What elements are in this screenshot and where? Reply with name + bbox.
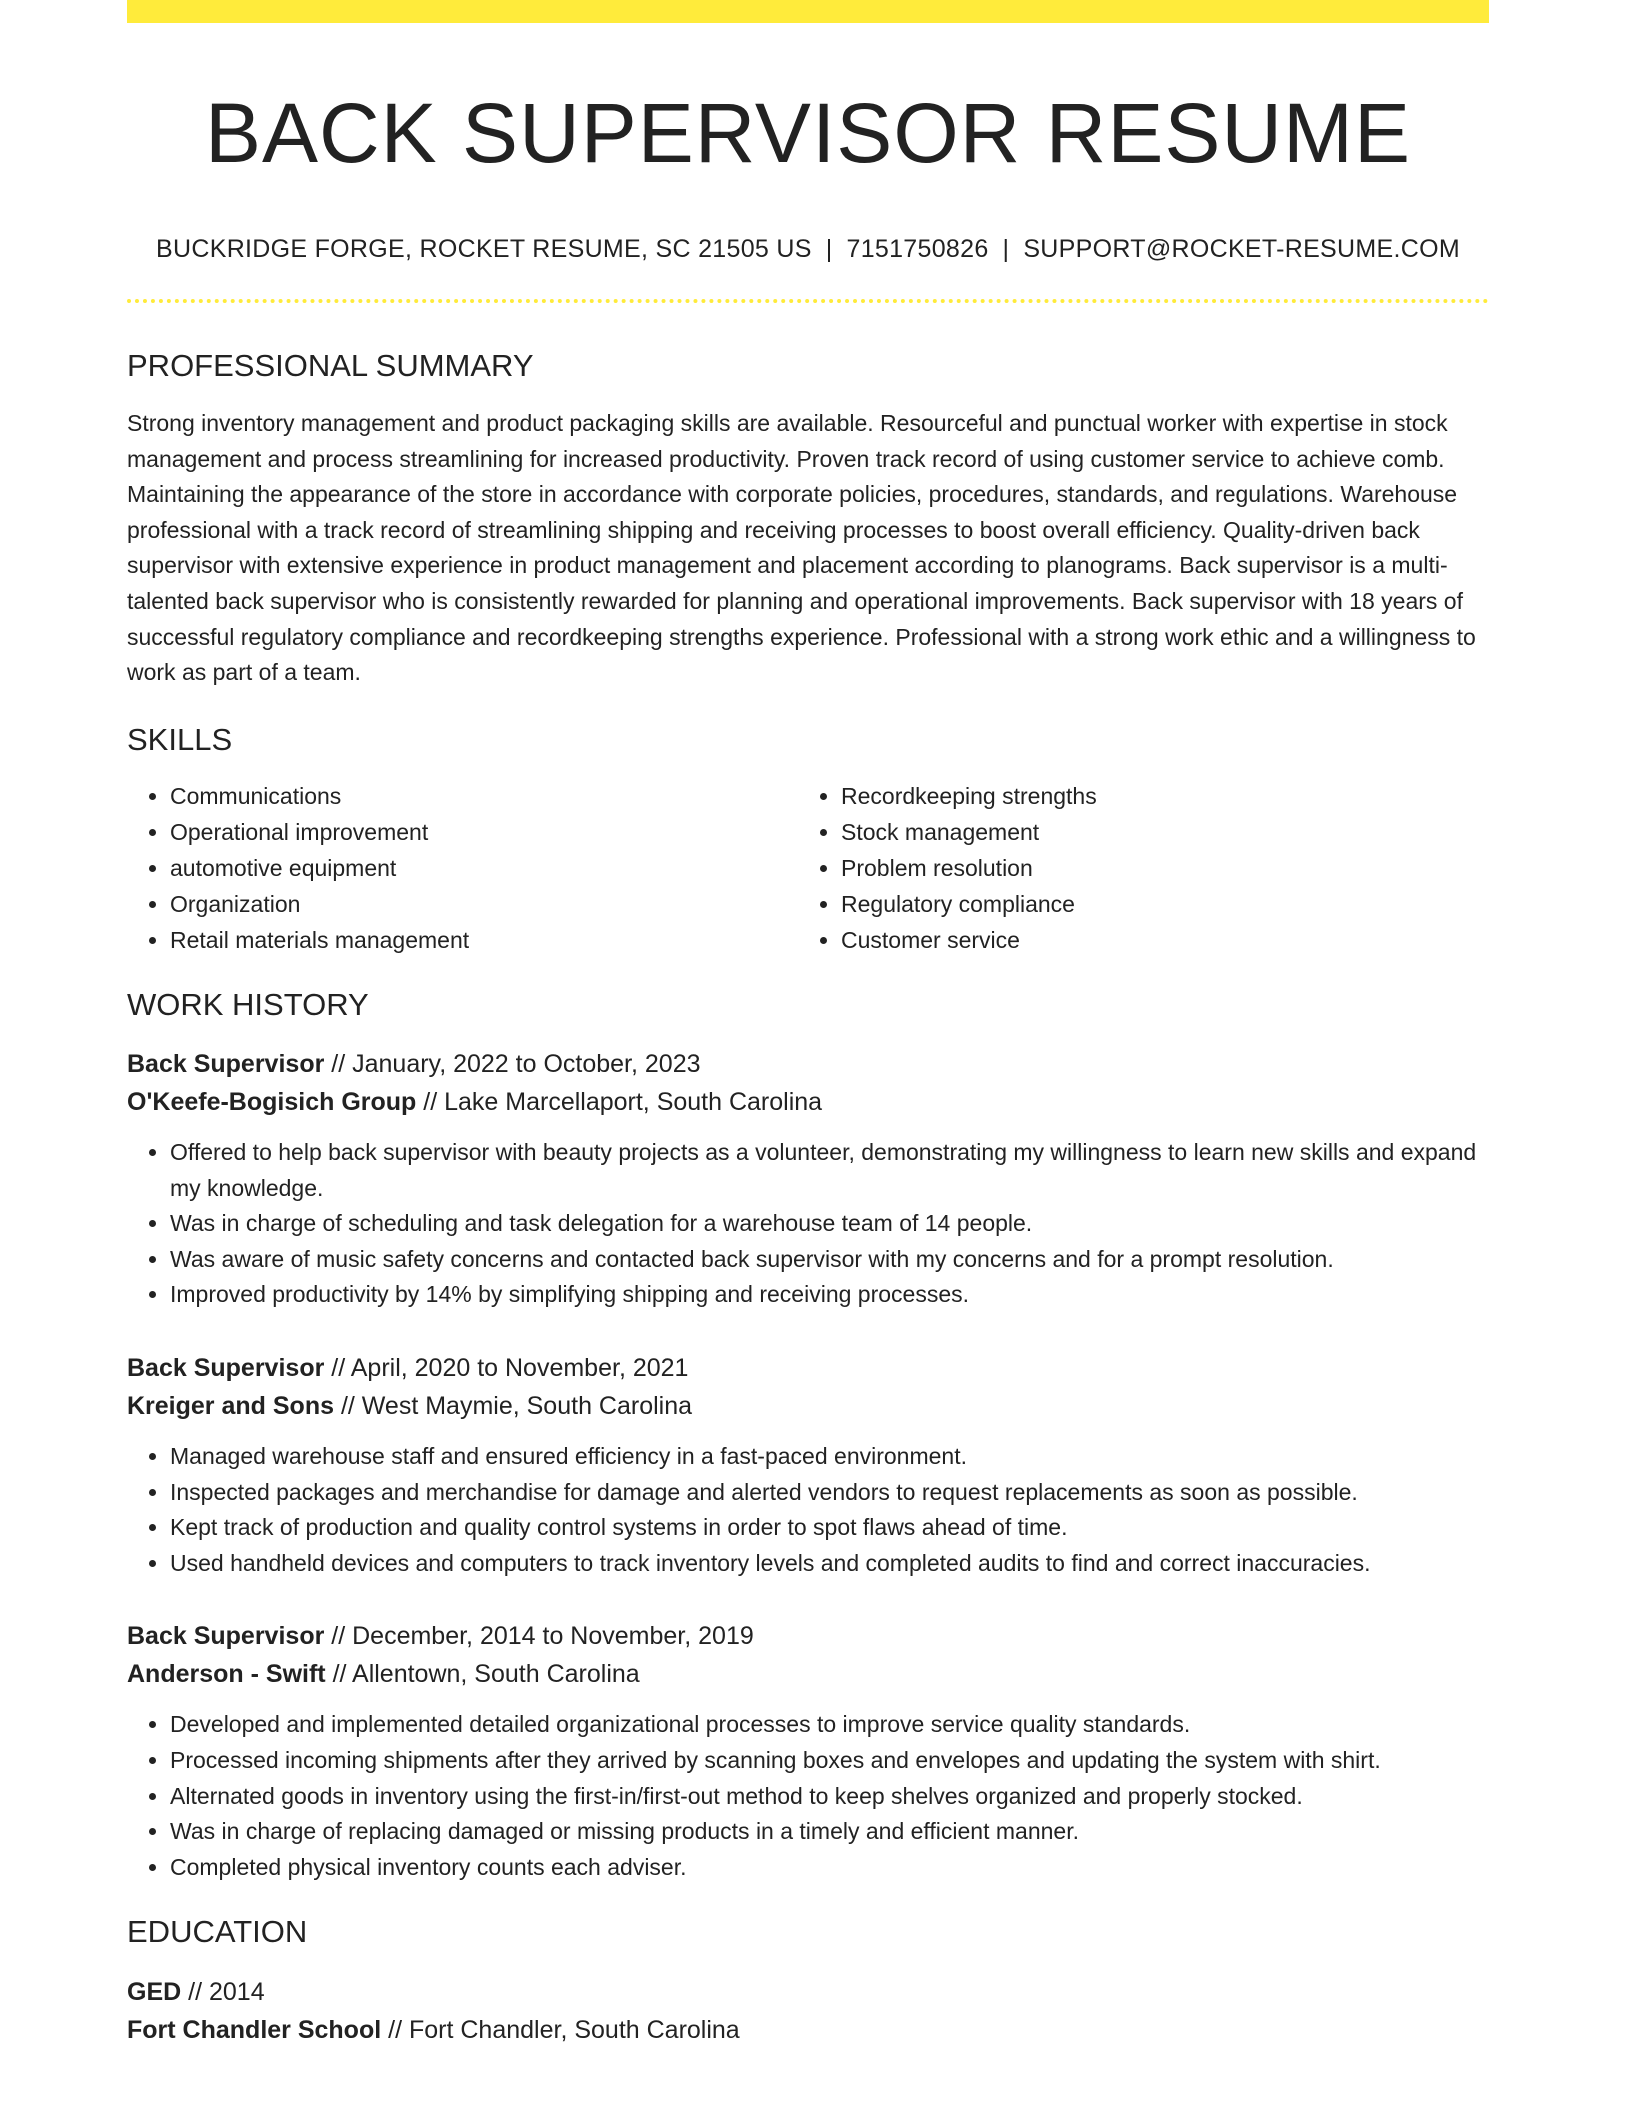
education-location: // Fort Chandler, South Carolina xyxy=(388,2015,740,2044)
job-company: Anderson - Swift xyxy=(127,1660,326,1689)
education-heading: EDUCATION xyxy=(127,1914,308,1950)
skill-item: • Stock management xyxy=(841,814,1469,850)
education-degree-line xyxy=(127,1973,1489,2011)
job-title-line xyxy=(127,1045,1489,1083)
job-bullet: • Inspected packages and merchandise for damage and alerted vendors to request replacements as soon as possible. xyxy=(170,1475,1489,1511)
job-bullet: • Completed physical inventory counts each adviser. xyxy=(170,1850,1489,1886)
skill-item: • automotive equipment xyxy=(170,850,798,886)
job-bullet: • Used handheld devices and computers to track inventory levels and completed audits to find and correct inaccuracies. xyxy=(170,1546,1489,1582)
job-location: // Allentown, South Carolina xyxy=(332,1660,640,1689)
job-bullet: • Processed incoming shipments after they arrived by scanning boxes and envelopes and updating the system with shirt. xyxy=(170,1743,1489,1779)
job-bullets xyxy=(127,1707,1489,1885)
job-entry xyxy=(127,1045,1489,1313)
job-bullet: • Was in charge of replacing damaged or missing products in a timely and efficient manner. xyxy=(170,1814,1489,1850)
contact-email: SUPPORT@ROCKET-RESUME.COM xyxy=(1023,234,1460,263)
summary-heading: PROFESSIONAL SUMMARY xyxy=(127,347,534,383)
job-company: O'Keefe-Bogisich Group xyxy=(127,1088,417,1117)
job-bullet: • Alternated goods in inventory using the first-in/first-out method to keep shelves organized and properly stocked. xyxy=(170,1779,1489,1815)
job-location: // Lake Marcellaport, South Carolina xyxy=(423,1088,823,1117)
skills-left-list xyxy=(127,778,798,958)
skills-grid xyxy=(127,778,1489,958)
work-history-heading: WORK HISTORY xyxy=(127,986,369,1022)
job-bullet: • Was aware of music safety concerns and contacted back supervisor with my concerns and for a prompt resolution. xyxy=(170,1242,1489,1278)
job-entry xyxy=(127,1349,1489,1581)
job-location: // West Maymie, South Carolina xyxy=(340,1392,693,1421)
job-title-line xyxy=(127,1617,1489,1655)
skill-item: • Customer service xyxy=(841,922,1469,958)
job-company: Kreiger and Sons xyxy=(127,1392,334,1421)
job-company-line xyxy=(127,1387,1489,1425)
skill-item: • Communications xyxy=(170,778,798,814)
job-bullet: • Kept track of production and quality control systems in order to spot flaws ahead of time. xyxy=(170,1510,1489,1546)
job-title: Back Supervisor xyxy=(127,1050,325,1079)
skill-item: • Regulatory compliance xyxy=(841,886,1469,922)
skills-right-list xyxy=(798,778,1469,958)
job-dates: // January, 2022 to October, 2023 xyxy=(331,1050,701,1079)
dotted-divider xyxy=(127,299,1489,303)
education-school-line xyxy=(127,2011,1489,2049)
job-entry xyxy=(127,1617,1489,1885)
job-title: Back Supervisor xyxy=(127,1354,325,1383)
accent-top-bar xyxy=(127,0,1489,23)
education-entry xyxy=(127,1973,1489,2049)
contact-separator: | xyxy=(825,234,833,263)
resume-content xyxy=(127,23,1489,2049)
job-dates: // December, 2014 to November, 2019 xyxy=(331,1622,754,1651)
summary-text: Strong inventory management and product packaging skills are available. Resourceful and punctual worker with expertise in stock management and process streamlining for increased productivity. Proven track record of using customer service to achieve comb. Maintaining the appearance of the store in accordance with corporate policies, procedures, standards, and regulations. Warehouse professional with a track record of streamlining shipping and receiving processes to boost overall efficiency. Quality-driven back supervisor with extensive experience in product management and placement according to planograms. Back supervisor is a multi-talented back supervisor who is consistently rewarded for planning and operational improvements. Back supervisor with 18 years of successful regulatory compliance and recordkeeping strengths experience. Professional with a strong work ethic and a willingness to work as part of a team. xyxy=(127,409,1476,686)
skill-item: • Problem resolution xyxy=(841,850,1469,886)
skill-item: • Operational improvement xyxy=(170,814,798,850)
job-dates: // April, 2020 to November, 2021 xyxy=(331,1354,689,1383)
contact-address: BUCKRIDGE FORGE, ROCKET RESUME, SC 21505 US xyxy=(156,234,812,263)
education-school: Fort Chandler School xyxy=(127,2015,382,2044)
contact-line xyxy=(127,234,1489,264)
job-bullet: • Improved productivity by 14% by simplifying shipping and receiving processes. xyxy=(170,1277,1489,1313)
job-company-line xyxy=(127,1655,1489,1693)
skills-heading: SKILLS xyxy=(127,721,233,757)
skill-item: • Organization xyxy=(170,886,798,922)
job-bullets xyxy=(127,1439,1489,1581)
education-degree: GED xyxy=(127,1977,182,2006)
skill-item: • Retail materials management xyxy=(170,922,798,958)
contact-separator: | xyxy=(1002,234,1010,263)
job-company-line xyxy=(127,1083,1489,1121)
job-bullet: • Managed warehouse staff and ensured efficiency in a fast-paced environment. xyxy=(170,1439,1489,1475)
contact-phone: 7151750826 xyxy=(846,234,989,263)
job-bullet: • Offered to help back supervisor with beauty projects as a volunteer, demonstrating my willingness to learn new skills and expand my knowledge. xyxy=(170,1135,1489,1206)
job-bullets xyxy=(127,1135,1489,1313)
job-bullet: • Was in charge of scheduling and task delegation for a warehouse team of 14 people. xyxy=(170,1206,1489,1242)
job-title-line xyxy=(127,1349,1489,1387)
resume-title: BACK SUPERVISOR RESUME xyxy=(204,86,1412,180)
education-year: // 2014 xyxy=(188,1977,265,2006)
job-title: Back Supervisor xyxy=(127,1622,325,1651)
skill-item: • Recordkeeping strengths xyxy=(841,778,1469,814)
job-bullet: • Developed and implemented detailed organizational processes to improve service quality standards. xyxy=(170,1707,1489,1743)
